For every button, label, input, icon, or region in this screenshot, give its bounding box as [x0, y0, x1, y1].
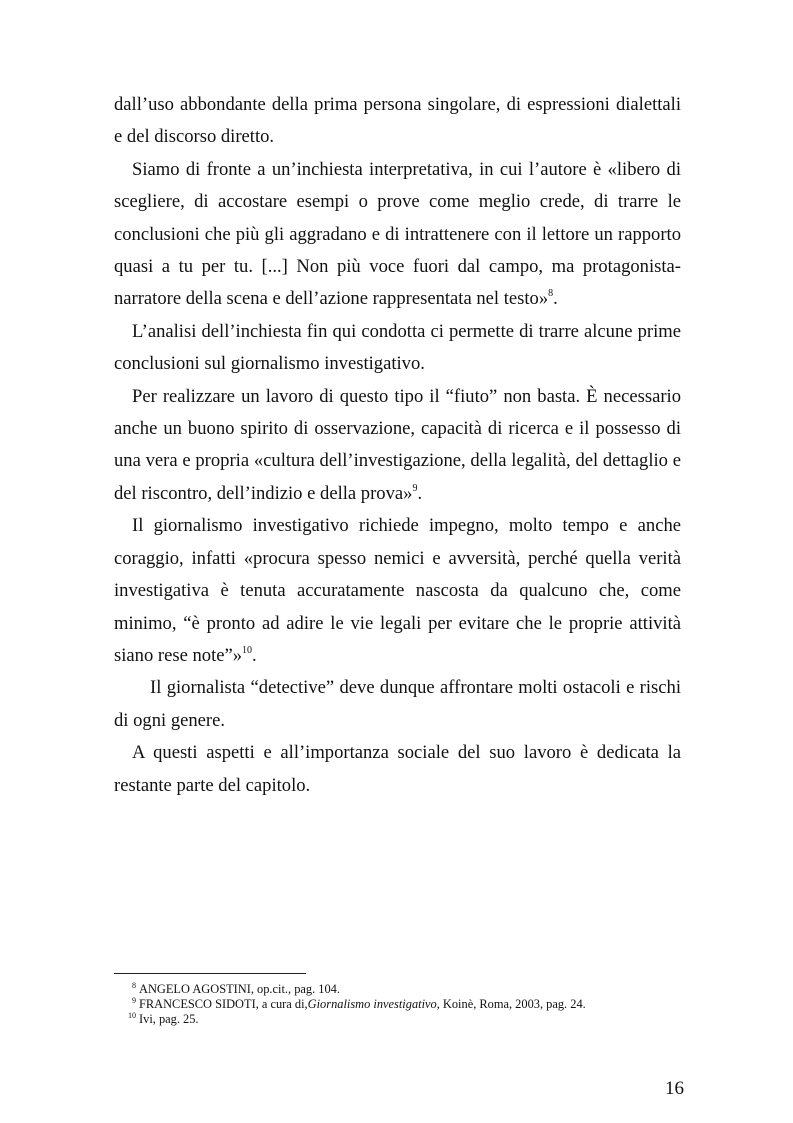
footnote-text: ANGELO AGOSTINI, op.cit., pag. 104. — [139, 982, 340, 996]
paragraph-text: Siamo di fronte a un’inchiesta interpretativa, in cui l’autore è «libero di scegliere, di accostare esempi o prove come meglio crede, di trarre le conclusioni che più gli aggradano e di intrattenere con il lettore un rapporto quasi a tu per tu. [...] Non più voce fuori dal campo, ma protagonista-narratore della scena e dell’azione rappresentata nel testo» — [114, 158, 681, 310]
footnote-divider — [114, 973, 306, 974]
paragraph-continuation — [114, 89, 681, 154]
paragraph-text: dall’uso abbondante della prima persona singolare, di espressioni dialettali e del discorso diretto. — [114, 94, 681, 148]
footnote-10 — [114, 1012, 714, 1027]
footnote-ref-10: 10 — [242, 644, 253, 656]
footnote-number: 10 — [128, 1011, 136, 1021]
paragraph-punctuation: . — [417, 482, 423, 504]
footnote-ref-8: 8 — [548, 288, 554, 300]
paragraph-interpretative-inquiry — [114, 154, 681, 316]
paragraph-detective — [114, 672, 681, 737]
paragraph-text: Per realizzare un lavoro di questo tipo il “fiuto” non basta. È necessario anche un buono spirito di osservazione, capacità di ricerca e il possesso di una vera e propria «cultura dell’investigazione, della legalità, del dettaglio e del riscontro, dell’indizio e della prova» — [114, 385, 681, 504]
page-number: 16 — [665, 1078, 684, 1099]
footnote-book-title: Giornalismo investigativo — [307, 997, 437, 1012]
paragraph-punctuation: . — [553, 288, 558, 310]
footnote-9 — [114, 997, 714, 1012]
paragraph-investigative-journalism — [114, 510, 681, 672]
footnote-number: 9 — [132, 996, 136, 1006]
footnote-ref-9: 9 — [412, 482, 418, 494]
paragraph-text: L’analisi dell’inchiesta fin qui condotta ci permette di trarre alcune prime conclusioni sul giornalismo investigativo. — [114, 320, 681, 375]
footnote-number: 8 — [132, 981, 136, 990]
paragraph-text: Il giornalismo investigativo richiede impegno, molto tempo e anche coraggio, infatti «procura spesso nemici e avversità, perché quella verità investigativa è tenuta accuratamente nascosta da qualcuno che, come minimo, “è pronto ad adire le vie legali per evitare che le proprie attività siano rese note”» — [114, 515, 681, 666]
paragraph-punctuation: . — [252, 644, 257, 666]
footnotes — [114, 982, 714, 1028]
paragraph-analysis — [114, 316, 681, 381]
body-text — [114, 89, 681, 802]
footnote-text-prefix: FRANCESCO SIDOTI, a cura di, — [139, 997, 308, 1012]
paragraph-text: A questi aspetti e all’importanza sociale del suo lavoro è dedicata la restante parte del capitolo. — [114, 742, 681, 796]
footnote-text-suffix: , Koinè, Roma, 2003, pag. 24. — [436, 997, 586, 1012]
footnote-8 — [114, 982, 714, 997]
paragraph-conclusion — [114, 737, 681, 802]
footnote-text: Ivi, pag. 25. — [139, 1012, 199, 1027]
paragraph-text: Il giornalista “detective” deve dunque affrontare molti ostacoli e rischi di ogni genere. — [114, 677, 681, 731]
paragraph-fiuto — [114, 381, 681, 511]
